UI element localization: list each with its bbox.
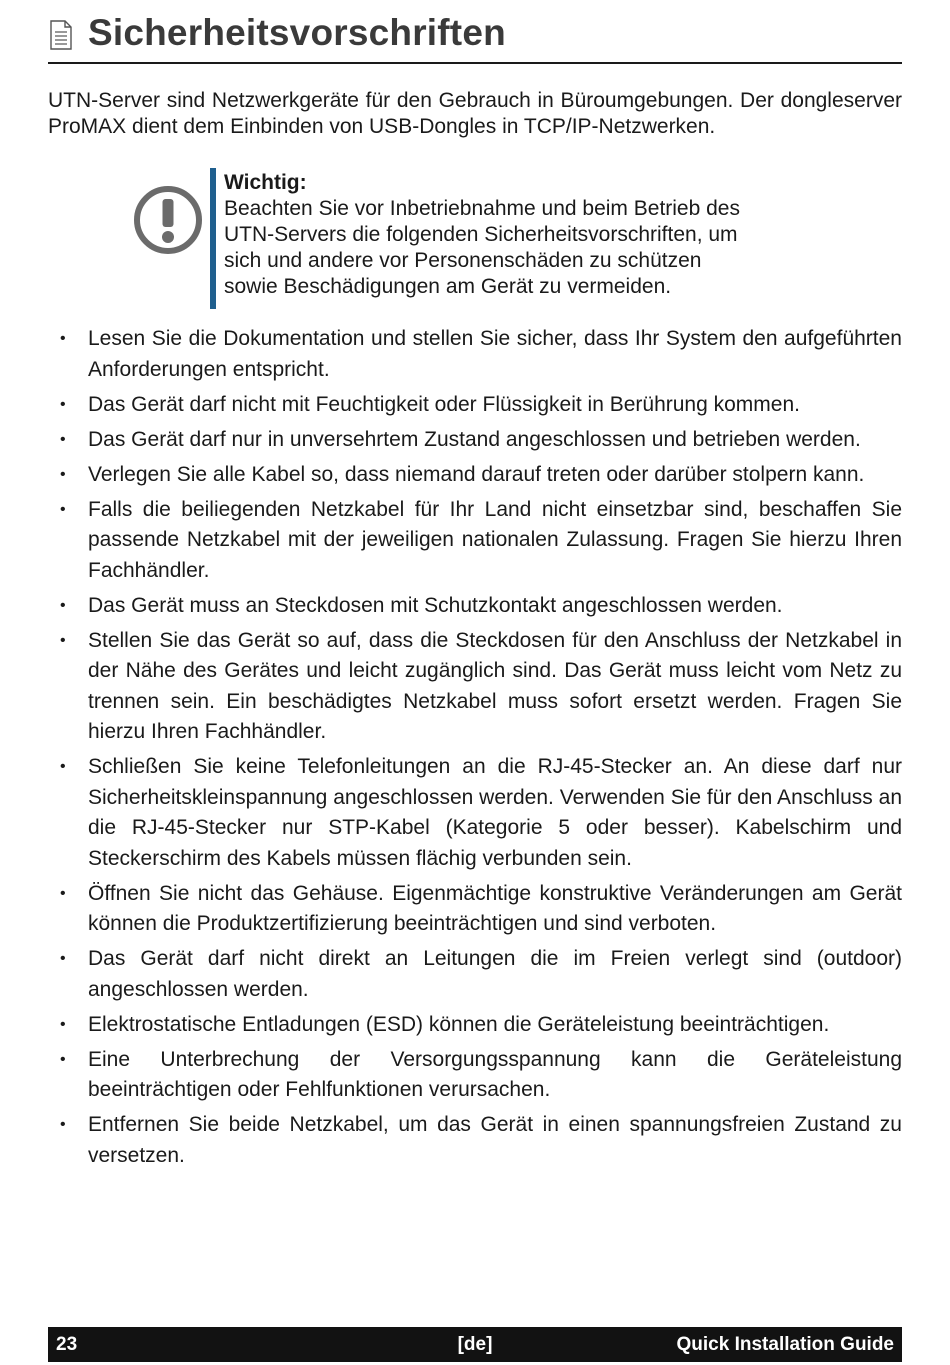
notice-text — [224, 170, 864, 300]
list-item-text: Das Gerät muss an Steckdosen mit Schutzkontakt angeschlossen werden. — [88, 593, 783, 617]
bullet-icon: • — [60, 395, 66, 413]
list-item — [48, 1045, 902, 1106]
list-item — [48, 944, 902, 1005]
list-item — [48, 1110, 902, 1171]
language-tag: [de] — [457, 1333, 493, 1355]
document-icon — [50, 20, 72, 50]
bullet-icon: • — [60, 430, 66, 448]
important-notice — [48, 168, 902, 310]
document-page — [48, 0, 902, 1176]
notice-line: sowie Beschädigungen am Gerät zu vermeiden. — [224, 275, 672, 298]
list-item — [48, 1010, 902, 1041]
notice-heading: Wichtig: — [224, 171, 307, 194]
list-item — [48, 626, 902, 748]
bullet-icon: • — [60, 1050, 66, 1068]
notice-line: UTN-Servers die folgenden Sicherheitsvorschriften, um — [224, 223, 738, 246]
exclamation-circle-icon — [132, 184, 204, 256]
list-item — [48, 495, 902, 587]
list-item-text: Stellen Sie das Gerät so auf, dass die Steckdosen für den Anschluss der Netzkabel in der Nähe des Gerätes und leicht zugänglich sind. Das Gerät muss leicht vom Netz zu trennen sein. Ein beschädigtes Netzkabel muss sofort ersetzt werden. Fragen Sie hierzu Ihren Fachhändler. — [88, 628, 902, 743]
list-item — [48, 879, 902, 940]
list-item-text: Das Gerät darf nur in unversehrtem Zustand angeschlossen und betrieben werden. — [88, 427, 861, 451]
list-item-text: Elektrostatische Entladungen (ESD) können die Geräteleistung beeinträchtigen. — [88, 1012, 830, 1036]
list-item-text: Lesen Sie die Dokumentation und stellen Sie sicher, dass Ihr System den aufgeführten Anforderungen entspricht. — [88, 327, 902, 381]
bullet-icon: • — [60, 950, 66, 967]
list-item — [48, 460, 902, 491]
bullet-icon: • — [60, 465, 66, 483]
bullet-icon: • — [60, 884, 66, 902]
bullet-icon: • — [60, 1015, 66, 1033]
list-item-text: Falls die beiliegenden Netzkabel für Ihr Land nicht einsetzbar sind, beschaffen Sie passende Netzkabel mit der jeweiligen nationalen Zulassung. Fragen Sie hierzu Ihren Fachhändler. — [88, 497, 902, 582]
safety-rules-list — [48, 324, 902, 1171]
list-item — [48, 425, 902, 456]
bullet-icon: • — [60, 330, 66, 347]
notice-accent-bar — [210, 168, 216, 309]
page-footer — [48, 1327, 902, 1362]
guide-title: Quick Installation Guide — [676, 1333, 894, 1355]
intro-paragraph: UTN-Server sind Netzwerkgeräte für den Gebrauch in Büroumgebungen. Der dongleserver ProMAX dient dem Einbinden von USB-Dongles in TCP/IP-Netzwerken. — [48, 89, 902, 138]
list-item-text: Eine Unterbrechung der Versorgungsspannung kann die Geräteleistung beeinträchtigen oder Fehlfunktionen verursachen. — [88, 1047, 902, 1101]
list-item-text: Das Gerät darf nicht mit Feuchtigkeit oder Flüssigkeit in Berührung kommen. — [88, 392, 800, 416]
list-item-text: Öffnen Sie nicht das Gehäuse. Eigenmächtige konstruktive Veränderungen am Gerät können die Produktzertifizierung beeinträchtigen und sind verboten. — [88, 881, 902, 935]
bullet-icon: • — [60, 500, 66, 518]
page-title: Sicherheitsvorschriften — [88, 12, 506, 53]
list-item — [48, 752, 902, 874]
list-item-text: Das Gerät darf nicht direkt an Leitungen die im Freien verlegt sind (outdoor) angeschlossen werden. — [88, 947, 902, 1001]
bullet-icon: • — [60, 596, 66, 614]
list-item-text: Verlegen Sie alle Kabel so, dass niemand darauf treten oder darüber stolpern kann. — [88, 462, 865, 486]
bullet-icon: • — [60, 631, 66, 649]
list-item — [48, 324, 902, 385]
notice-line: sich und andere vor Personenschäden zu schützen — [224, 249, 702, 272]
list-item — [48, 591, 902, 622]
bullet-icon: • — [60, 1116, 66, 1133]
page-header — [48, 4, 902, 64]
bullet-icon: • — [60, 758, 66, 775]
list-item — [48, 390, 902, 421]
list-item-text: Entfernen Sie beide Netzkabel, um das Gerät in einen spannungsfreien Zustand zu versetzen. — [88, 1113, 902, 1167]
list-item-text: Schließen Sie keine Telefonleitungen an die RJ-45-Stecker an. An diese darf nur Sicherheitskleinspannung angeschlossen werden. Verwenden Sie für den Anschluss an die RJ-45-Stecker nur STP-Kabel (Kategorie 5 oder besser). Kabelschirm und Steckerschirm des Kabels müssen flächig verbunden sein. — [88, 755, 902, 870]
notice-line: Beachten Sie vor Inbetriebnahme und beim Betrieb des — [224, 197, 740, 220]
page-number: 23 — [56, 1333, 78, 1355]
